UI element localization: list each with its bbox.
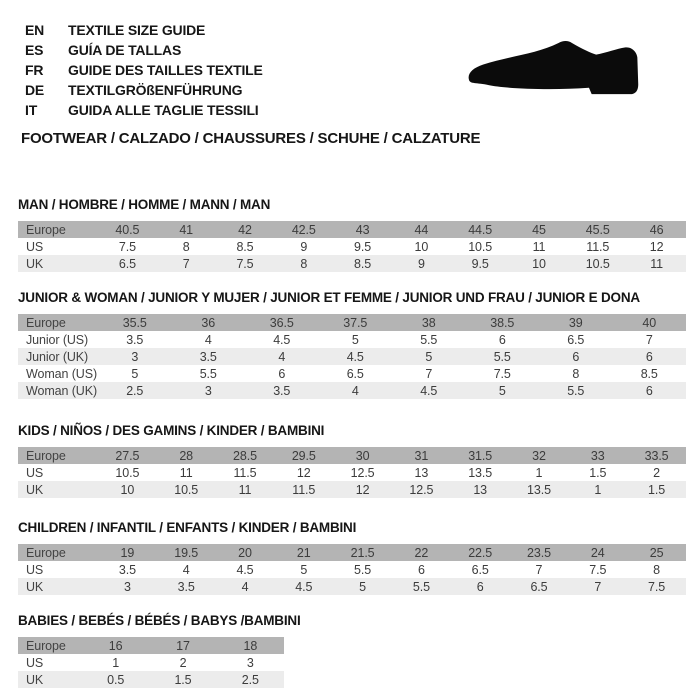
size-value: 2.5 — [126, 383, 144, 398]
table-row — [18, 447, 686, 464]
row-label: Europe — [26, 448, 66, 463]
section-title: MAN / HOMBRE / HOMME / MANN / MAN — [18, 197, 271, 212]
language-code: EN — [25, 22, 45, 38]
row-label: Junior (US) — [26, 332, 89, 347]
size-value: 40.5 — [115, 222, 140, 237]
size-value: 7 — [182, 256, 190, 271]
size-value: 10.5 — [174, 482, 199, 497]
size-value: 17 — [176, 638, 190, 653]
table-row — [18, 654, 284, 671]
row-label: Europe — [26, 545, 66, 560]
table-row — [18, 671, 284, 688]
size-value: 38 — [421, 315, 436, 330]
footwear-heading: FOOTWEAR / CALZADO / CHAUSSURES / SCHUHE / CALZATURE — [21, 130, 481, 147]
size-value: 10 — [532, 256, 546, 271]
size-value: 25 — [649, 545, 664, 560]
size-value: 9 — [417, 256, 425, 271]
size-value: 1.5 — [589, 465, 607, 480]
language-label: GUIDA ALLE TAGLIE TESSILI — [68, 102, 259, 118]
size-table-babies — [18, 637, 284, 688]
size-value: 21.5 — [350, 545, 375, 560]
row-label: UK — [26, 579, 44, 594]
size-value: 31.5 — [468, 448, 493, 463]
size-value: 11.5 — [233, 465, 257, 480]
size-value: 5 — [351, 332, 359, 347]
row-label: UK — [26, 256, 44, 271]
size-value: 13 — [473, 482, 488, 497]
section-man — [16, 197, 684, 272]
size-value: 20 — [238, 545, 252, 560]
size-value: 4.5 — [295, 579, 313, 594]
size-value: 5.5 — [420, 332, 438, 347]
size-value: 19 — [120, 545, 135, 560]
size-value: 33 — [590, 448, 605, 463]
size-value: 6 — [645, 349, 653, 364]
size-value: 8.5 — [236, 239, 254, 254]
table-row — [18, 365, 686, 382]
size-value: 23.5 — [527, 545, 551, 560]
size-value: 44 — [414, 222, 429, 237]
size-value: 3 — [204, 383, 212, 398]
size-value: 19.5 — [174, 545, 199, 560]
size-value: 9.5 — [354, 239, 372, 254]
size-value: 10.5 — [115, 465, 140, 480]
table-row — [18, 637, 284, 654]
size-value: 11 — [532, 239, 546, 254]
row-label: US — [26, 562, 44, 577]
size-value: 28 — [179, 448, 194, 463]
table-row — [18, 464, 686, 481]
size-value: 1.5 — [174, 672, 192, 687]
language-code: DE — [25, 82, 45, 98]
size-value: 8 — [182, 239, 190, 254]
size-value: 4 — [241, 579, 249, 594]
size-value: 3 — [131, 349, 139, 364]
table-row — [18, 331, 686, 348]
size-value: 10.5 — [468, 239, 493, 254]
size-value: 10.5 — [585, 256, 610, 271]
size-value: 16 — [108, 638, 123, 653]
size-value: 6 — [498, 332, 506, 347]
size-value: 6 — [572, 349, 580, 364]
size-value: 46 — [649, 222, 664, 237]
table-row — [18, 221, 686, 238]
size-value: 4.5 — [273, 332, 291, 347]
row-label: UK — [26, 482, 44, 497]
size-value: 8 — [572, 366, 580, 381]
size-value: 6.5 — [346, 366, 364, 381]
size-value: 22 — [414, 545, 429, 560]
size-value: 29.5 — [291, 448, 316, 463]
size-value: 3 — [246, 655, 254, 670]
size-value: 7.5 — [493, 366, 511, 381]
size-value: 3.5 — [126, 332, 144, 347]
size-value: 41 — [179, 222, 194, 237]
size-value: 10 — [414, 239, 429, 254]
size-value: 12 — [649, 239, 664, 254]
size-value: 12.5 — [350, 465, 375, 480]
section-title: CHILDREN / INFANTIL / ENFANTS / KINDER / BAMBINI — [18, 520, 357, 535]
size-value: 7 — [425, 366, 433, 381]
row-label: Europe — [26, 222, 66, 237]
size-value: 13.5 — [468, 465, 493, 480]
size-value: 11 — [650, 256, 663, 271]
size-value: 7 — [594, 579, 602, 594]
size-value: 3.5 — [199, 349, 217, 364]
size-value: 27.5 — [115, 448, 140, 463]
size-value: 33.5 — [644, 448, 669, 463]
row-label: Woman (US) — [26, 366, 98, 381]
size-value: 0.5 — [107, 672, 125, 687]
table-row — [18, 382, 686, 399]
size-value: 42.5 — [291, 222, 316, 237]
size-value: 4 — [182, 562, 190, 577]
size-value: 5 — [498, 383, 506, 398]
size-value: 6.5 — [530, 579, 548, 594]
size-value: 3.5 — [273, 383, 291, 398]
size-value: 37.5 — [343, 315, 368, 330]
table-row — [18, 238, 686, 255]
size-value: 6 — [476, 579, 484, 594]
size-value: 31 — [414, 448, 429, 463]
language-code: FR — [25, 62, 44, 78]
size-value: 2 — [653, 465, 661, 480]
size-value: 6.5 — [567, 332, 585, 347]
table-row — [18, 314, 686, 331]
size-value: 4 — [204, 332, 212, 347]
size-value: 1 — [112, 655, 120, 670]
section-children — [16, 520, 684, 595]
table-row — [18, 481, 686, 498]
size-value: 8 — [300, 256, 308, 271]
size-value: 5.5 — [567, 383, 585, 398]
row-label: UK — [26, 672, 44, 687]
size-value: 30 — [355, 448, 370, 463]
language-label: GUIDE DES TAILLES TEXTILE — [68, 62, 263, 78]
language-label: TEXTILE SIZE GUIDE — [68, 22, 206, 38]
size-value: 1 — [535, 465, 543, 480]
section-junior-woman — [16, 290, 684, 399]
language-label: GUÍA DE TALLAS — [68, 42, 182, 58]
size-value: 6.5 — [118, 256, 136, 271]
size-value: 7.5 — [648, 579, 666, 594]
size-value: 40 — [642, 315, 657, 330]
size-value: 36.5 — [269, 315, 294, 330]
size-value: 11.5 — [292, 482, 316, 497]
row-label: Junior (UK) — [26, 349, 89, 364]
section-title: BABIES / BEBÉS / BÉBÉS / BABYS /BAMBINI — [18, 613, 301, 628]
size-value: 24 — [590, 545, 605, 560]
size-value: 22.5 — [468, 545, 493, 560]
size-value: 8.5 — [354, 256, 372, 271]
size-value: 4 — [278, 349, 286, 364]
section-babies — [16, 613, 684, 688]
language-code: ES — [25, 42, 44, 58]
size-value: 13 — [414, 465, 429, 480]
row-label: Europe — [26, 638, 66, 653]
size-value: 4.5 — [236, 562, 254, 577]
table-row — [18, 578, 686, 595]
size-value: 36 — [201, 315, 216, 330]
size-value: 39 — [568, 315, 583, 330]
size-value: 35.5 — [122, 315, 147, 330]
size-value: 6.5 — [471, 562, 489, 577]
language-label: TEXTILGRÖßENFÜHRUNG — [68, 82, 243, 98]
size-value: 7 — [645, 332, 653, 347]
size-value: 11 — [179, 465, 193, 480]
size-value: 5.5 — [354, 562, 372, 577]
size-value: 12 — [296, 465, 311, 480]
size-value: 32 — [532, 448, 546, 463]
size-value: 5 — [425, 349, 433, 364]
size-value: 5.5 — [493, 349, 511, 364]
size-value: 43 — [355, 222, 370, 237]
size-value: 4.5 — [420, 383, 438, 398]
size-value: 4 — [351, 383, 359, 398]
size-table-man — [18, 221, 686, 272]
size-value: 6 — [278, 366, 286, 381]
size-value: 7.5 — [118, 239, 136, 254]
row-label: US — [26, 239, 44, 254]
size-table-children — [18, 544, 686, 595]
row-label: US — [26, 655, 44, 670]
size-value: 2.5 — [241, 672, 259, 687]
section-title: JUNIOR & WOMAN / JUNIOR Y MUJER / JUNIOR ET FEMME / JUNIOR UND FRAU / JUNIOR E DONA — [18, 290, 640, 305]
size-value: 11.5 — [586, 239, 610, 254]
size-value: 5 — [300, 562, 308, 577]
size-table-junior-woman — [18, 314, 686, 399]
section-kids — [16, 423, 684, 498]
size-value: 7.5 — [236, 256, 254, 271]
section-title: KIDS / NIÑOS / DES GAMINS / KINDER / BAMBINI — [18, 423, 325, 438]
size-value: 6 — [417, 562, 425, 577]
table-row — [18, 544, 686, 561]
size-value: 5.5 — [412, 579, 430, 594]
table-row — [18, 255, 686, 272]
size-table-kids — [18, 447, 686, 498]
size-value: 11 — [238, 482, 252, 497]
size-value: 2 — [179, 655, 187, 670]
size-value: 45.5 — [585, 222, 610, 237]
size-value: 21 — [296, 545, 311, 560]
size-value: 1.5 — [648, 482, 666, 497]
size-value: 5.5 — [199, 366, 217, 381]
size-value: 28.5 — [233, 448, 257, 463]
size-value: 12.5 — [409, 482, 434, 497]
shoe-icon — [460, 24, 666, 114]
size-value: 4.5 — [346, 349, 364, 364]
size-value: 38.5 — [490, 315, 515, 330]
row-label: Woman (UK) — [26, 383, 98, 398]
size-value: 9 — [300, 239, 308, 254]
size-value: 7.5 — [589, 562, 607, 577]
size-value: 3.5 — [177, 579, 195, 594]
size-value: 5 — [131, 366, 139, 381]
table-row — [18, 561, 686, 578]
size-value: 9.5 — [471, 256, 489, 271]
table-row — [18, 348, 686, 365]
size-value: 7 — [535, 562, 543, 577]
size-value: 13.5 — [527, 482, 551, 497]
row-label: US — [26, 465, 44, 480]
size-value: 18 — [243, 638, 258, 653]
size-value: 42 — [238, 222, 252, 237]
size-value: 3 — [123, 579, 131, 594]
size-value: 1 — [594, 482, 602, 497]
size-value: 3.5 — [118, 562, 136, 577]
size-value: 45 — [532, 222, 546, 237]
size-value: 10 — [120, 482, 135, 497]
size-value: 8 — [653, 562, 661, 577]
language-code: IT — [25, 102, 38, 118]
size-value: 6 — [645, 383, 653, 398]
row-label: Europe — [26, 315, 66, 330]
size-value: 12 — [355, 482, 370, 497]
size-value: 44.5 — [468, 222, 493, 237]
size-value: 8.5 — [640, 366, 658, 381]
size-value: 5 — [359, 579, 367, 594]
